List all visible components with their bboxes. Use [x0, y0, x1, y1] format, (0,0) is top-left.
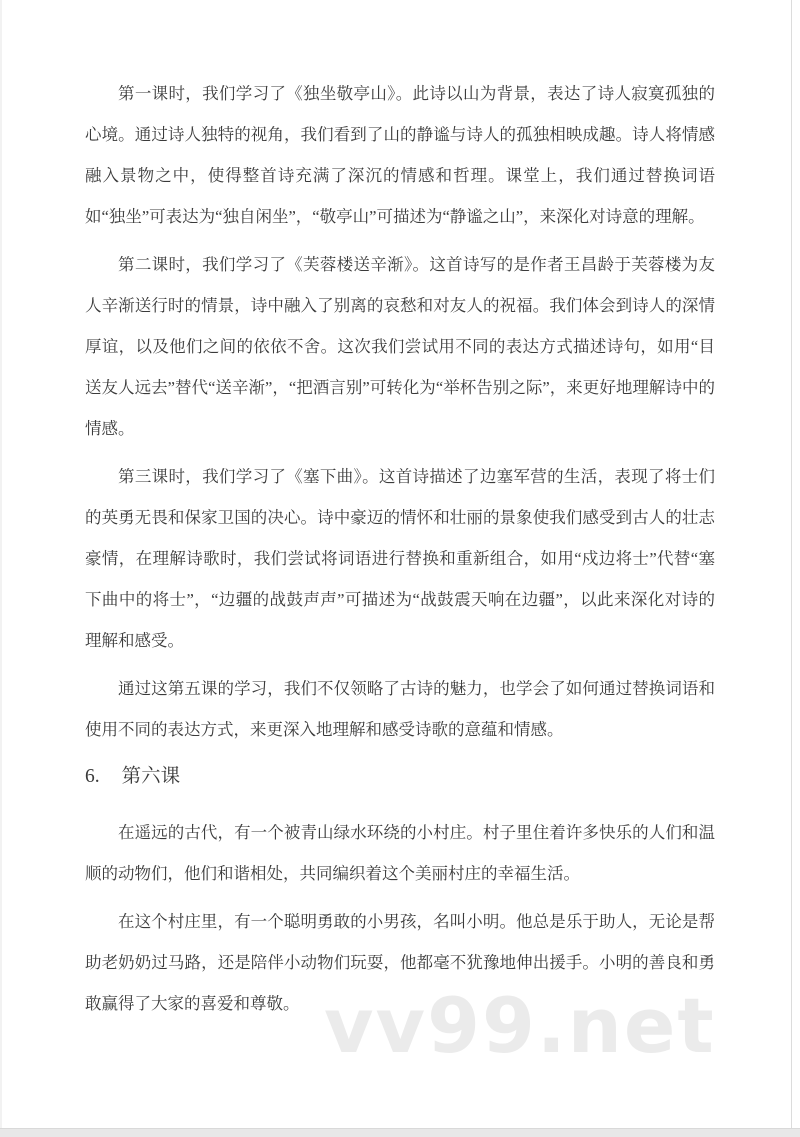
section-title: 第六课 [121, 766, 181, 787]
paragraph: 第三课时，我们学习了《塞下曲》。这首诗描述了边塞军营的生活，表现了将士们的英勇无畏和保家卫国的决心。诗中豪迈的情怀和壮丽的景象使我们感受到古人的壮志豪情，在理解诗歌时，我们尝试将词语进行替换和重新组合，如用“戍边将士”代替“塞下曲中的将士”，“边疆的战鼓声声”可描述为“战鼓震天响在边疆”，以此来深化对诗的理解和感受。 [85, 467, 715, 650]
paragraph: 在遥远的古代，有一个被青山绿水环绕的小村庄。村子里住着许多快乐的人们和温顺的动物们，他们和谐相处，共同编织着这个美丽村庄的幸福生活。 [85, 823, 715, 883]
paragraph: 在这个村庄里，有一个聪明勇敢的小男孩，名叫小明。他总是乐于助人，无论是帮助老奶奶过马路，还是陪伴小动物们玩耍，他都毫不犹豫地伸出援手。小明的善良和勇敢赢得了大家的喜爱和尊敬。 [85, 912, 715, 1013]
watermark: vv99.net [324, 981, 716, 1070]
page-edge-right [791, 0, 792, 1129]
paragraph: 第一课时，我们学习了《独坐敬亭山》。此诗以山为背景，表达了诗人寂寞孤独的心境。通过诗人独特的视角，我们看到了山的静谧与诗人的孤独相映成趣。诗人将情感融入景物之中，使得整首诗充满了深沉的情感和哲理。课堂上，我们通过替换词语如“独坐”可表达为“独自闲坐”，“敬亭山”可描述为“静谧之山”，来深化对诗意的理解。 [85, 84, 715, 226]
page-edge-left [0, 0, 2, 1137]
section-number: 6. [85, 766, 100, 787]
section-heading [85, 762, 715, 792]
paragraph: 第二课时，我们学习了《芙蓉楼送辛渐》。这首诗写的是作者王昌龄于芙蓉楼为友人辛渐送行时的情景，诗中融入了别离的哀愁和对友人的祝福。我们体会到诗人的深情厚谊，以及他们之间的依依不舍。这次我们尝试用不同的表达方式描述诗句，如用“目送友人远去”替代“送辛渐”，“把酒言别”可转化为“举杯告别之际”，来更好地理解诗中的情感。 [85, 255, 715, 438]
page-bottom-gap [0, 1128, 800, 1137]
document-content [85, 73, 715, 1031]
paragraph: 通过这第五课的学习，我们不仅领略了古诗的魅力，也学会了如何通过替换词语和使用不同的表达方式，来更深入地理解和感受诗歌的意蕴和情感。 [85, 679, 715, 739]
